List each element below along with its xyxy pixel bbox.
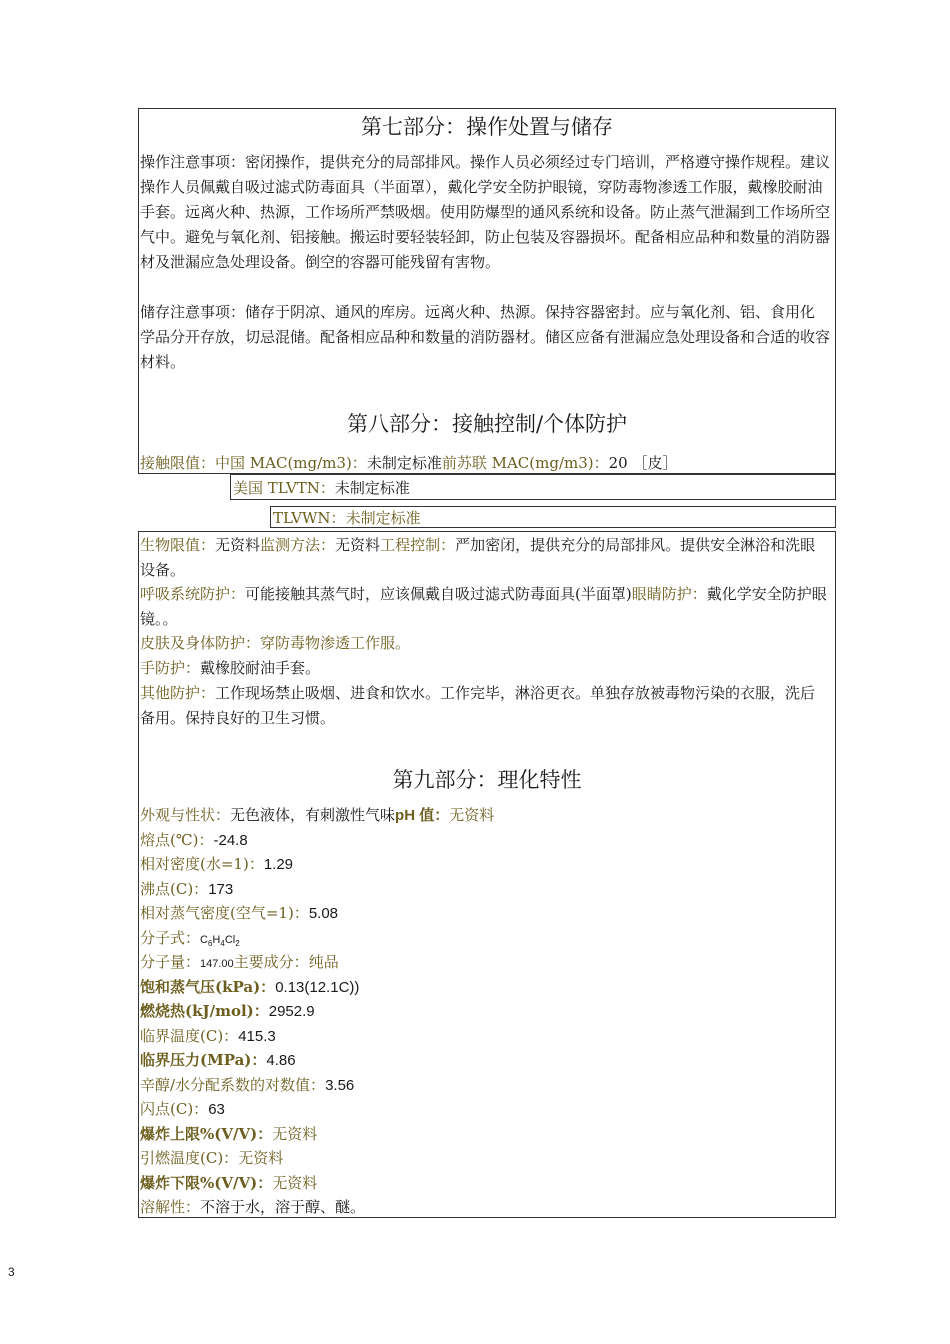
fp-line [140,1097,225,1122]
hand-line [140,656,830,681]
section9-title: 第九部分：理化特性 [392,768,582,792]
ait-line [140,1146,283,1170]
heat-line [140,999,315,1024]
heat-value: 2952.9 [268,1003,315,1020]
formula-label: 分子式： [140,929,201,947]
section8-title: 第八部分：接触控制/个体防护 [346,412,628,436]
mw-value: 147.00 [200,958,234,970]
bio-limit-value: 无资料 [215,536,261,554]
hand-value: 戴橡胶耐油手套。 [200,659,321,677]
vp-label: 饱和蒸气压(kPa)： [140,978,276,996]
logp-label: 辛醇/水分配系数的对数值： [140,1076,326,1094]
ait-value: 无资料 [238,1149,284,1167]
eye-label: 眼睛防护： [631,585,707,603]
us-tlvtn-label: 美国 TLVTN： [233,479,335,497]
monitor-label: 监测方法： [260,536,336,554]
other-line [140,681,830,731]
bio-limit-label: 生物限值： [140,536,216,554]
tlvwn-label: TLVWN： [273,509,346,527]
page-number: 3 [8,1265,15,1279]
lel-value: 无资料 [272,1174,318,1192]
eng-control-label: 工程控制： [380,536,456,554]
bp-value: 173 [208,881,234,898]
cp-line [140,1048,296,1073]
uel-line [140,1122,317,1146]
exposure-limit-label: 接触限值： [140,454,216,472]
ussr-mac-label: 前苏联 MAC(mg/m3)： [441,454,609,472]
other-value: 工作现场禁止吸烟、进食和饮水。工作完毕，淋浴更衣。单独存放被毒物污染的衣服，洗后备用。保持良好的卫生习惯。 [140,684,816,727]
ait-label: 引燃温度(C)： [140,1149,239,1167]
vp-value: 0.13(12.1C)) [275,979,360,996]
tlvwn-line [273,506,421,530]
appearance-label: 外观与性状： [140,806,231,824]
skin-line [140,631,830,656]
main-component-label: 主要成分： [233,953,309,971]
section7-title: 第七部分：操作处置与储存 [361,115,613,139]
resp-eye [140,582,830,632]
skin-label: 皮肤及身体防护： [140,634,261,652]
ph-value: 无资料 [449,806,495,824]
bp-line [140,877,233,902]
us-tlvtn-value: 未制定标准 [334,479,410,497]
tlvwn-value: 未制定标准 [345,509,421,527]
formula-cl-count: 2 [235,939,240,949]
vapor-density-value: 5.08 [308,905,339,922]
appearance-line [140,803,494,828]
resp-value: 可能接触其蒸气时，应该佩戴自吸过滤式防毒面具(半面罩) [245,585,632,603]
density-line [140,852,293,877]
density-value: 1.29 [263,856,294,873]
main-component-value: 纯品 [308,953,339,971]
fp-value: 63 [208,1101,225,1118]
solubility-label: 溶解性： [140,1198,201,1216]
vp-line [140,975,359,1000]
other-label: 其他防护： [140,684,216,702]
formula-c: C [200,934,208,946]
storage-notes-label: 储存注意事项： [140,303,246,321]
ph-label: pH 值： [395,807,450,824]
storage-notes [140,300,830,375]
us-tlvtn-line [233,476,410,500]
eye-value: 戴化学安全防护眼镜。。 [140,585,827,628]
appearance-value: 无色液体，有刺激性气味 [230,806,396,824]
formula-cl: Cl [224,934,236,946]
ct-value: 415.3 [238,1028,276,1045]
formula-value [200,934,240,949]
vapor-density-label: 相对蒸气密度(空气=1)： [140,904,309,922]
china-mac-label: 中国 MAC(mg/m3)： [215,454,367,472]
eng-control-value: 严加密闭，提供充分的局部排风。提供安全淋浴和洗眼设备。 [140,536,816,579]
formula-c-count: 6 [207,939,213,949]
logp-value: 3.56 [325,1077,355,1094]
logp-line [140,1073,354,1098]
vapor-density-line [140,901,338,926]
lel-line [140,1171,317,1195]
uel-label: 爆炸上限%(V/V)： [140,1125,273,1143]
bio-monitor-eng [140,533,830,583]
mp-value: -24.8 [213,832,248,849]
monitor-value: 无资料 [335,536,381,554]
skin-value: 穿防毒物渗透工作服。 [260,634,411,652]
mp-line [140,828,248,853]
heat-label: 燃烧热(kJ/mol)： [140,1002,269,1020]
mw-line [140,950,339,976]
resp-label: 呼吸系统防护： [140,585,246,603]
fp-label: 闪点(C)： [140,1100,209,1118]
ussr-mac-value: 20 ［皮］ [608,454,678,472]
ct-line [140,1024,276,1049]
formula-h-count: 4 [220,939,225,949]
operation-notes [140,150,836,275]
solubility-line [140,1195,365,1219]
formula-h: H [212,934,221,946]
cp-label: 临界压力(MPa)： [140,1051,267,1069]
mp-label: 熔点(℃)： [140,831,214,849]
china-mac-value: 未制定标准 [366,454,442,472]
storage-notes-text: 储存于阴凉、通风的库房。远离火种、热源。保持容器密封。应与氧化剂、铝、食用化学品分开存放，切忌混储。配备相应品种和数量的消防器材。储区应备有泄漏应急处理设备和合适的收容材料。 [140,303,831,371]
ct-label: 临界温度(C)： [140,1027,239,1045]
operation-notes-text: 密闭操作，提供充分的局部排风。操作人员必须经过专门培训，严格遵守操作规程。建议操作人员佩戴自吸过滤式防毒面具（半面罩），戴化学安全防护眼镜，穿防毒物渗透工作服，戴橡胶耐油手套。远离火种、热源，工作场所严禁吸烟。使用防爆型的通风系统和设备。防止蒸气泄漏到工作场所空气中。避免与氧化剂、铝接触。搬运时要轻装轻卸，防止包装及容器损坏。配备相应品种和数量的消防器材及泄漏应急处理设备。倒空的容器可能残留有害物。 [140,153,831,271]
bp-label: 沸点(C)： [140,880,209,898]
density-label: 相对密度(水=1)： [140,855,264,873]
lel-label: 爆炸下限%(V/V)： [140,1174,273,1192]
cp-value: 4.86 [266,1052,296,1069]
solubility-value: 不溶于水，溶于醇、醚。 [200,1198,366,1216]
hand-label: 手防护： [140,659,201,677]
exposure-limit-line [140,451,677,475]
uel-value: 无资料 [272,1125,318,1143]
mw-label: 分子量： [140,953,201,971]
operation-notes-label: 操作注意事项： [140,153,246,171]
